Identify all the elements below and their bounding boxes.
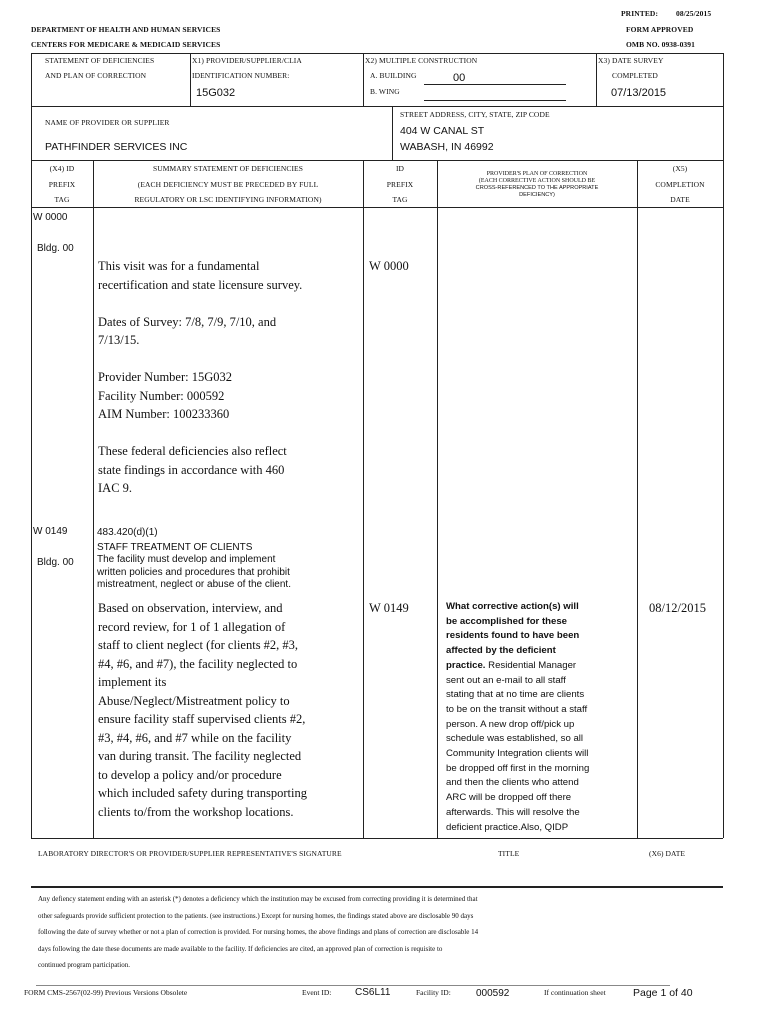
event-id-label: Event ID: [302, 988, 332, 997]
provider-name-label: NAME OF PROVIDER OR SUPPLIER [45, 118, 170, 127]
x4-header-1: (X4) ID [49, 164, 75, 173]
facility-id-label: Facility ID: [416, 988, 451, 997]
survey-completed-date: 07/13/2015 [611, 87, 667, 99]
summary-header-2: (EACH DEFICIENCY MUST BE PRECEDED BY FULL [137, 180, 319, 189]
x5-header-1: (X5) [672, 164, 688, 173]
id-header-3: TAG [392, 195, 408, 204]
address-label: STREET ADDRESS, CITY, STATE, ZIP CODE [400, 110, 550, 119]
address-line-2: WABASH, IN 46992 [400, 141, 494, 153]
regulation-text: 483.420(d)(1) STAFF TREATMENT OF CLIENTS The facility must develop and implement written policies and procedures that prohibit mistreatment, neglect or abuse of the client. [97, 527, 291, 590]
event-id-value: CS6L11 [355, 987, 391, 998]
building-label: A. BUILDING [370, 71, 417, 80]
statement-label: STATEMENT OF DEFICIENCIES [45, 56, 155, 65]
address-line-1: 404 W CANAL ST [400, 125, 485, 137]
x1-label-2: IDENTIFICATION NUMBER: [192, 71, 290, 80]
wing-label: B. WING [370, 87, 400, 96]
continuation-label: If continuation sheet [544, 988, 606, 997]
summary-header-3: REGULATORY OR LSC IDENTIFYING INFORMATION) [134, 195, 322, 204]
summary-text: Based on observation, interview, and record review, for 1 of 1 allegation of staff to client neglect (for clients #2, #3, #4, #6, and #7), the facility neglected to implement its Abuse/Neglect/Mistreatment policy to ensure facility staff supervised clients #2, #3, #4, #6, and #7 while on the facility van during transit. The facility neglected to develop a policy and/or procedure which included safety during transporting clients to/from the workshop locations. [98, 601, 307, 819]
plan-header-4: DEFICIENCY) [519, 192, 555, 198]
statement-label-2: AND PLAN OF CORRECTION [45, 71, 147, 80]
x4-header-3: TAG [54, 195, 70, 204]
disclosure-footnote: Any defiency statement ending with an asterisk (*) denotes a deficiency which the institution may be excused from correcting providing it is determined that other safeguards provide sufficient protection to the patients. (see instructions.) Except for nursing homes, the findings stated above are disclosable 90 days following the date of survey whether or not a plan of correction is provided. For nursing homes, the above findings and plans of correction are disclosable 14 days following the date these documents are made available to the facility. If deficiencies are cited, an approved plan of correction is requisite to continued program participation. [38, 895, 479, 970]
plan-header-1: PROVIDER'S PLAN OF CORRECTION [486, 171, 588, 177]
provider-number: 15G032 [196, 87, 236, 99]
plan-header-3: CROSS-REFERENCED TO THE APPROPRIATE [475, 185, 599, 191]
x1-label: X1) PROVIDER/SUPPLIER/CLIA [192, 56, 302, 65]
summary-text: This visit was for a fundamental recertification and state licensure survey. Dates of Survey: 7/8, 7/9, 7/10, and 7/13/15. Provider Number: 15G032 Facility Number: 000592 AIM Number: 100233360 These federal deficiencies also reflect state findings in accordance with 460 IAC 9. [98, 259, 303, 495]
facility-id-value: 000592 [476, 988, 510, 999]
x2-label: X2) MULTIPLE CONSTRUCTION [365, 56, 478, 65]
plan-of-correction-text: What corrective action(s) will be accomplished for these residents found to have been affected by the deficient practice. Residential Manager sent out an e-mail to all staff stating that at no time are clients to be on the transit without a staff person. A new drop off/pick up schedule was established, so all Community Integration clients will be dropped off first in the morning and then the clients who attend ARC will be dropped off there afterwards. This will resolve the deficient practice.Also, QIDP [446, 601, 590, 833]
id-header-1: ID [395, 164, 405, 173]
x4-header-2: PREFIX [48, 180, 76, 189]
x3-label-2: COMPLETED [612, 71, 658, 80]
footer-rule [36, 985, 670, 986]
deficiency-tag: W 0000 [33, 212, 68, 223]
department-name: DEPARTMENT OF HEALTH AND HUMAN SERVICES [31, 25, 221, 34]
completion-date: 08/12/2015 [649, 601, 706, 615]
summary-header-1: SUMMARY STATEMENT OF DEFICIENCIES [152, 164, 303, 173]
id-prefix-tag: W 0149 [369, 601, 409, 615]
x6-date-label: (X6) DATE [649, 849, 686, 858]
x5-header-2: COMPLETION [655, 180, 705, 189]
plan-header-2: (EACH CORRECTIVE ACTION SHOULD BE [478, 178, 596, 184]
omb-number: OMB NO. 0938-0391 [626, 40, 695, 49]
id-prefix-tag: W 0000 [369, 259, 409, 273]
title-label: TITLE [498, 849, 520, 858]
provider-name: PATHFINDER SERVICES INC [45, 141, 188, 153]
x5-header-3: DATE [670, 195, 690, 204]
signature-label: LABORATORY DIRECTOR'S OR PROVIDER/SUPPLIER REPRESENTATIVE'S SIGNATURE [38, 849, 342, 858]
centers-name: CENTERS FOR MEDICARE & MEDICAID SERVICES [31, 40, 221, 49]
building-value: 00 [453, 72, 466, 84]
printed-date: 08/25/2015 [676, 9, 712, 18]
page-number: Page 1 of 40 [633, 987, 693, 999]
form-approved: FORM APPROVED [626, 25, 694, 34]
deficiency-tag: W 0149 [33, 526, 68, 537]
building-tag: Bldg. 00 [37, 557, 74, 568]
printed-label: PRINTED: [621, 9, 659, 18]
x3-label: X3) DATE SURVEY [598, 56, 664, 65]
form-number: FORM CMS-2567(02-99) Previous Versions Obsolete [24, 988, 188, 997]
building-tag: Bldg. 00 [37, 243, 74, 254]
id-header-2: PREFIX [386, 180, 414, 189]
